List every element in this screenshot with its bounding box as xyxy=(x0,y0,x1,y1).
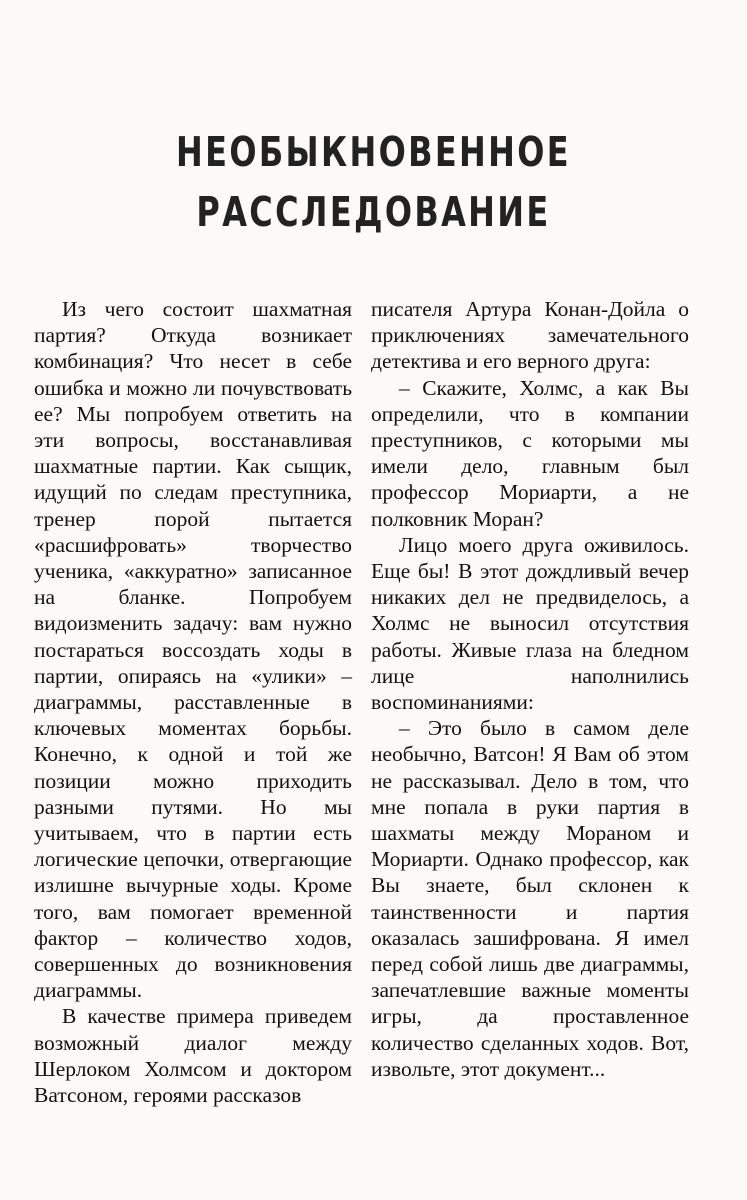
paragraph: Лицо моего друга оживилось. Еще бы! В этот дождливый вечер никаких дел не предвиделось, а Холмс не выносил отсутствия работы. Живые глаза на бледном лице наполнились воспоминаниями: xyxy=(371,532,689,715)
title-line-1: НЕОБЫКНОВЕННОЕ xyxy=(176,128,571,176)
paragraph: – Скажите, Холмс, а как Вы определили, что в компании преступников, с которыми мы имели дело, главным был профессор Мориарти, а не полковник Моран? xyxy=(371,375,689,531)
paragraph: – Это было в самом деле необычно, Ватсон! Я Вам об этом не рассказывал. Дело в том, что мне попала в руки партия в шахматы между Мораном и Мориарти. Однако профессор, как Вы знаете, был склонен к таинственности и партия оказалась зашифрована. Я имел перед собой лишь две диаграммы, запечатлевшие важные моменты игры, да проставленное количество сделанных ходов. Вот, извольте, этот документ... xyxy=(371,716,689,1081)
page-title xyxy=(82,122,665,242)
left-column xyxy=(34,296,352,1108)
paragraph: писателя Артура Конан-Дойла о приключениях замечательного детектива и его верного друга: xyxy=(371,297,689,374)
right-column xyxy=(371,296,689,1082)
paragraph: В качестве примера приведем возможный диалог между Шерлоком Холмсом и доктором Ватсоном, героями рассказов xyxy=(34,1004,352,1108)
title-line-2: РАССЛЕДОВАНИЕ xyxy=(196,188,551,236)
paragraph: Из чего состоит шахматная партия? Откуда возникает комбинация? Что несет в себе ошибка и можно ли почувствовать ее? Мы попробуем ответить на эти вопросы, восстанавливая шахматные партии. Как сыщик, идущий по следам преступника, тренер порой пытается «расшифровать» творчество ученика, «аккуратно» записанное на бланке. Попробуем видоизменить задачу: вам нужно постараться воссоздать ходы в партии, опираясь на «улики» – диаграммы, расставленные в ключевых моментах борьбы. Конечно, к одной и той же позиции можно приходить разными путями. Но мы учитываем, что в партии есть логические цепочки, отвергающие излишне вычурные ходы. Кроме того, вам помогает временной фактор – количество ходов, совершенных до возникновения диаграммы. xyxy=(34,297,352,1003)
